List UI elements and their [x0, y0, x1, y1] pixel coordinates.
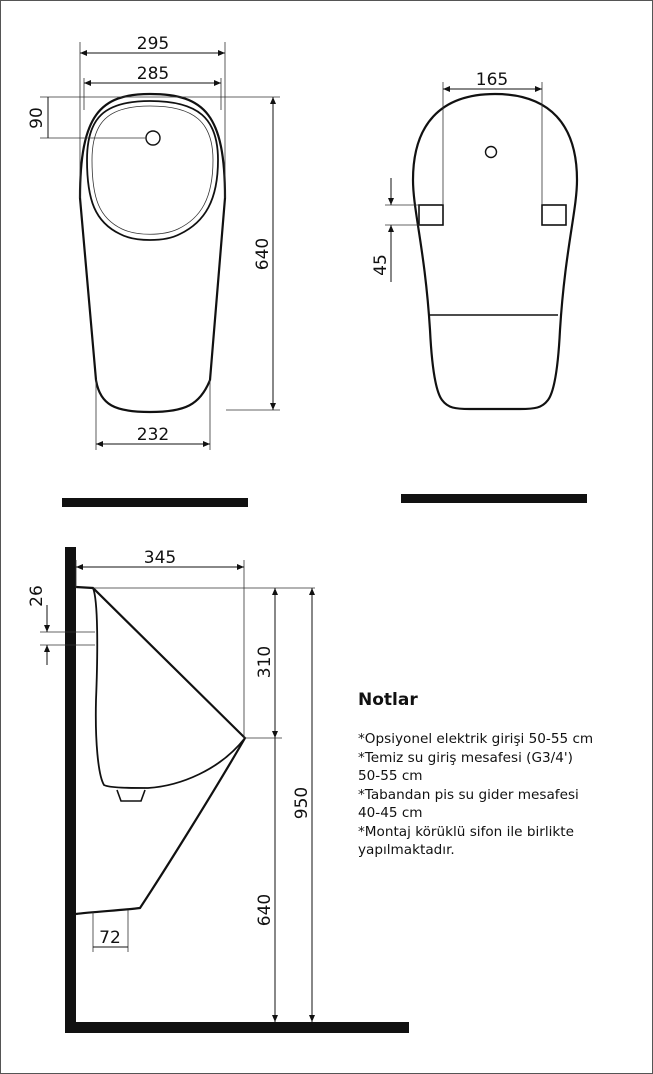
drain-outlet — [117, 790, 145, 801]
mounting-bracket-left — [419, 205, 443, 225]
note-line: *Temiz su giriş mesafesi (G3/4') — [358, 749, 573, 766]
dim-top-offset: 90 — [27, 107, 47, 129]
dim-bracket-spacing: 165 — [475, 70, 509, 90]
dim-inner-width: 285 — [136, 64, 170, 84]
side-view-outline — [76, 587, 245, 914]
note-line: yapılmaktadır. — [358, 842, 455, 858]
mounting-bracket-right — [542, 205, 566, 225]
note-line: 40-45 cm — [358, 805, 423, 821]
back-view-base-line — [401, 494, 587, 503]
dim-top-gap: 26 — [27, 585, 47, 607]
dim-height: 640 — [253, 237, 273, 271]
bowl-inner-profile — [93, 588, 245, 788]
bowl-rim — [87, 101, 218, 240]
back-inlet-hole — [486, 147, 497, 158]
note-line: *Tabandan pis su gider mesafesi — [358, 786, 579, 803]
dim-outer-width: 295 — [136, 34, 170, 54]
dim-depth: 345 — [143, 548, 177, 568]
notes-panel — [358, 690, 643, 860]
note-line: 50-55 cm — [358, 768, 423, 784]
wall — [65, 547, 76, 1033]
dim-lip-height: 640 — [255, 893, 275, 927]
front-view-base-line — [62, 498, 248, 507]
back-view-outline — [413, 94, 577, 409]
bowl-rim-inner — [92, 106, 213, 234]
water-inlet-hole — [146, 131, 160, 145]
notes-title: Notlar — [358, 690, 418, 710]
dim-inlet-to-lip: 310 — [255, 645, 275, 679]
note-line: *Opsiyonel elektrik girişi 50-55 cm — [358, 731, 594, 747]
front-view — [27, 34, 280, 450]
dim-base-depth: 72 — [99, 928, 121, 948]
front-view-outline — [80, 94, 225, 412]
dim-bracket-height: 45 — [371, 254, 391, 276]
dim-bottom-width: 232 — [136, 425, 170, 445]
side-view — [27, 547, 409, 1033]
dim-total-height: 950 — [292, 786, 312, 820]
back-view — [371, 70, 577, 409]
note-line: *Montaj körüklü sifon ile birlikte — [358, 823, 574, 840]
floor — [65, 1022, 409, 1033]
